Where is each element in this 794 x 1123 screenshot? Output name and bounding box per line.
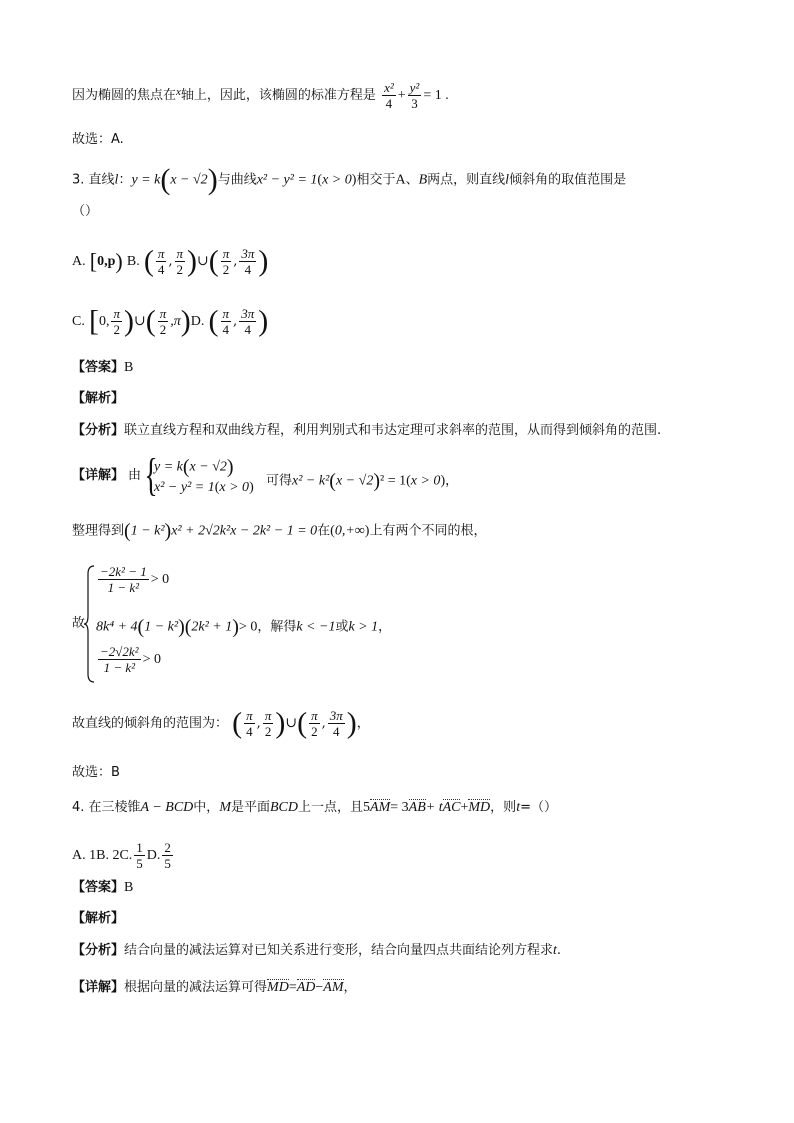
answer-3: 【答案】B: [72, 360, 134, 375]
analysis-3-heading: 【解析】: [72, 391, 125, 406]
detail-3-inequality-system: 故 $\frac{\text{−2k² − 1}}{\text{1 − k²}}$ > 0 8k⁴ + 4(1 − k²)(2k² + 1)> 0，解得k < −1或k > 1， $\frac{\text{−2√2k²}}{\text{1 − k²}}$ > 0: [72, 564, 672, 684]
line-ellipse-equation: 因为椭圆的焦点在$^x$轴上，因此，该椭圆的标准方程是 $\frac{\text{x²}}{4}$ + $\frac{\text{y²}}{3}$ = 1 .: [72, 80, 449, 111]
detail-3-conclusion: 故直线的倾斜角的范围为： ( $\frac{\pi}{4}$ , $\frac{\pi}{2}$ )∪( $\frac{\pi}{2}$ , $\frac{3\pi}{4}$ )，: [72, 706, 370, 740]
question-4-options: A. 1B. 2C. $\frac{1}{5}$ D. $\frac{2}{5}$: [72, 840, 171, 871]
question-3-stem: 3. 直线l：y = k(x − √2)与曲线x² − y² = 1(x > 0)相交于A、B两点，则直线l倾斜角的取值范围是: [72, 163, 627, 196]
fraction-x2-over-4: $\frac{\text{x²}}{4}$: [384, 80, 394, 111]
left-brace: [84, 564, 96, 684]
detail-3-simplified: 整理得到(1 − k²)x² + 2√2k²x − 2k² − 1 = 0在(0,+∞)上有两个不同的根，: [72, 520, 487, 542]
analysis-4-heading: 【解析】: [72, 911, 125, 926]
fraction-y2-over-3: $\frac{\text{y²}}{3}$: [409, 80, 420, 111]
question-3-blank: （）: [72, 204, 99, 219]
choice-3: 故选：B: [72, 765, 120, 780]
answer-4: 【答案】B: [72, 880, 134, 895]
analysis-4-summary: 【分析】结合向量的减法运算对已知关系进行变形，结合向量四点共面结论列方程求t.: [72, 943, 562, 958]
detail-4: 【详解】根据向量的减法运算可得MD=AD−AM，: [72, 980, 357, 995]
question-4-stem: 4. 在三棱锥A − BCD中，M是平面BCD上一点，且5AM= 3AB+ tAC+MD，则t=（）: [72, 800, 557, 815]
choice-line: 故选：A.: [72, 132, 124, 147]
question-3-options-ab: A. [0,p) B. ( $\frac{\pi}{4}$ , $\frac{\pi}{2}$ )∪( $\frac{\pi}{2}$ , $\frac{3\pi}{4}$ ): [72, 244, 269, 278]
question-3-options-cd: C. [0, $\frac{\pi}{2}$ )∪( $\frac{\pi}{2}$ ,π)D. ( $\frac{\pi}{4}$ , $\frac{3\pi}{4}$ ): [72, 304, 269, 338]
analysis-3-summary: 【分析】联立直线方程和双曲线方程，利用判别式和韦达定理可求斜率的范围，从而得到倾斜角的范围.: [72, 423, 662, 438]
